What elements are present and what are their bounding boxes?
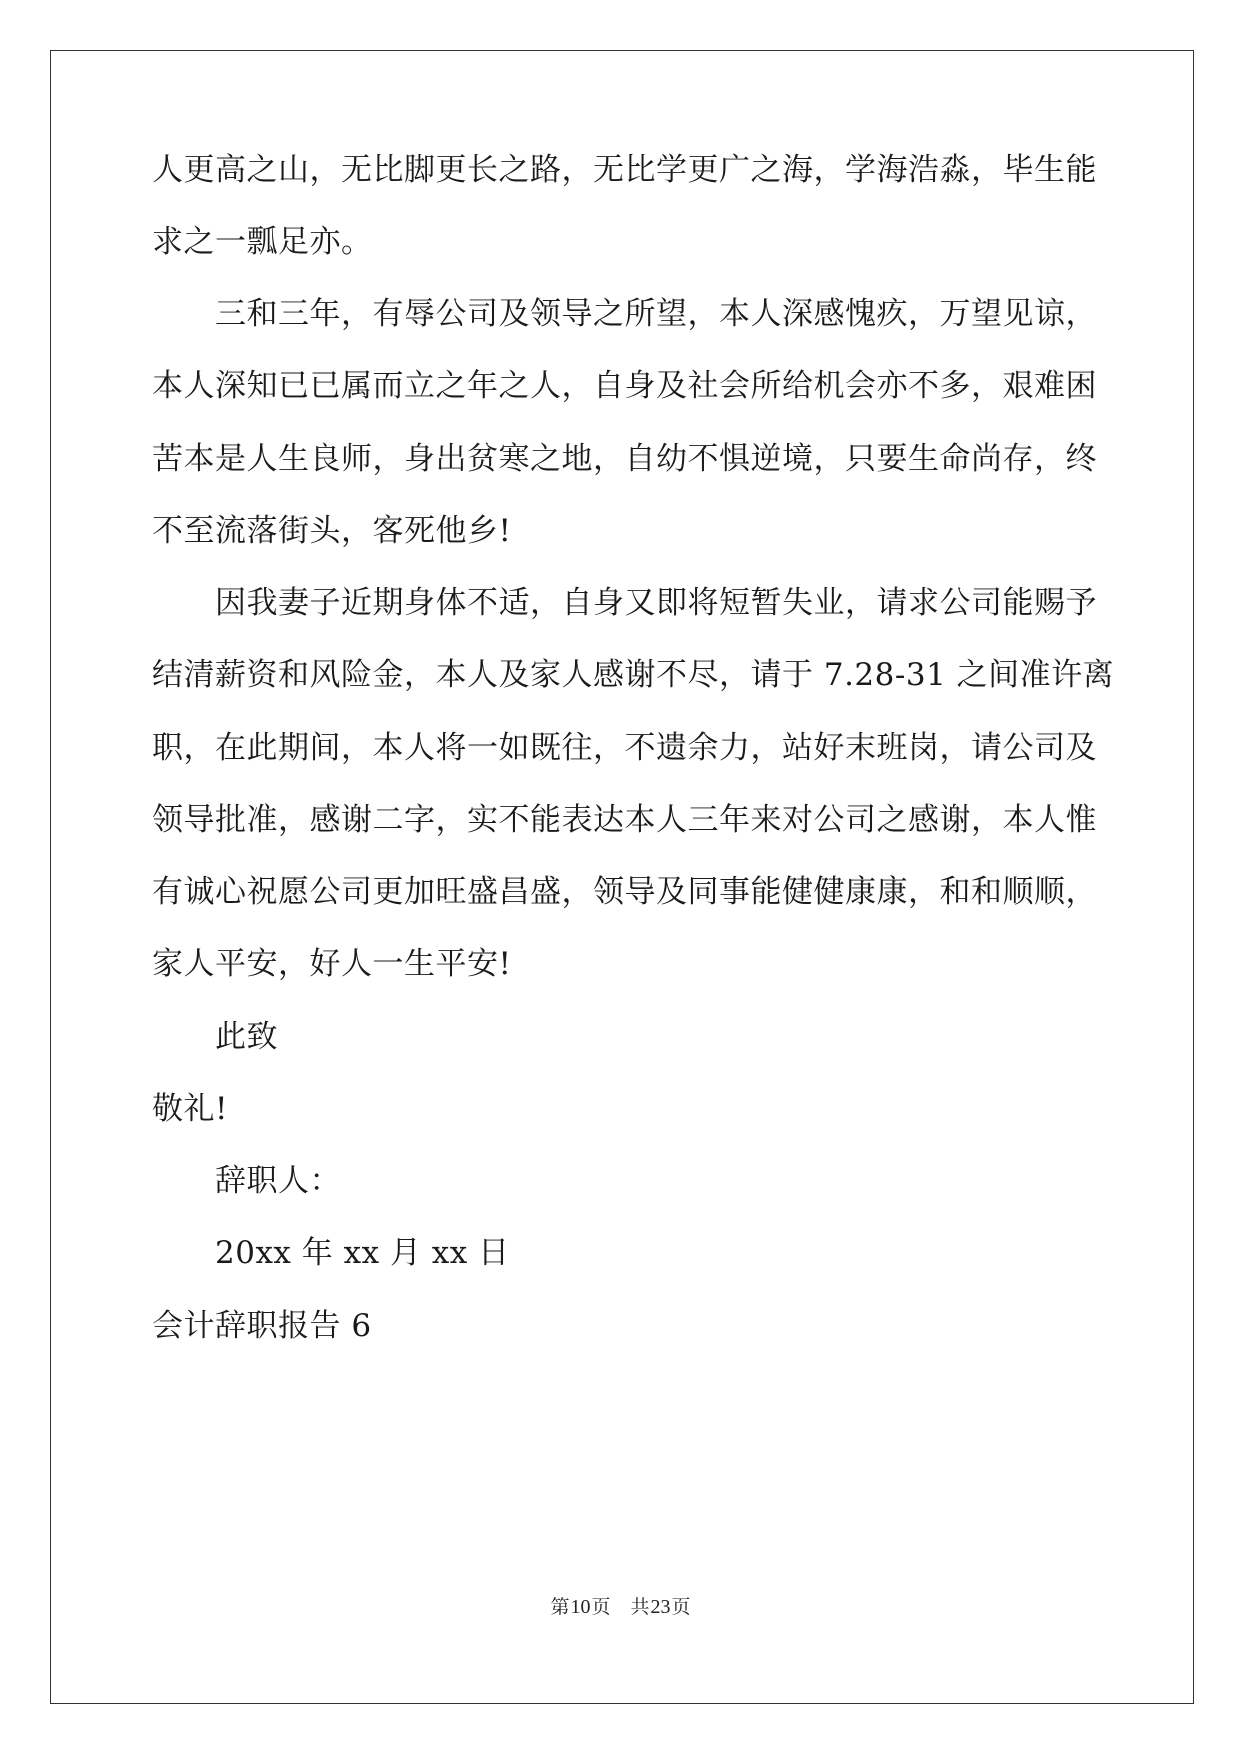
footer-prefix: 第	[550, 1597, 570, 1618]
text-line: 本人深知已已属而立之年之人，自身及社会所给机会亦不多，艰难困	[152, 368, 1097, 404]
text-line: 有诚心祝愿公司更加旺盛昌盛，领导及同事能健健康康，和和顺顺，	[152, 874, 1097, 910]
date-line: 20xx 年 xx 月 xx 日	[215, 1235, 510, 1271]
text-line: 求之一瓢足亦。	[152, 224, 373, 260]
text-line: 苦本是人生良师，身出贫寒之地，自幼不惧逆境，只要生命尚存，终	[152, 441, 1097, 477]
closing-regards: 敬礼!	[152, 1091, 228, 1127]
section-heading: 会计辞职报告 6	[152, 1308, 372, 1344]
footer-total-suffix: 页	[671, 1597, 691, 1618]
closing-salutation: 此致	[215, 1019, 278, 1055]
footer-total-prefix: 共	[630, 1597, 650, 1618]
current-page-number: 10	[570, 1596, 591, 1618]
text-line: 家人平安，好人一生平安!	[152, 946, 512, 982]
text-line: 因我妻子近期身体不适，自身又即将短暂失业，请求公司能赐予	[215, 585, 1097, 621]
text-line: 结清薪资和风险金，本人及家人感谢不尽，请于 7.28-31 之间准许离	[152, 657, 1115, 693]
page-footer	[0, 1595, 1241, 1620]
text-line: 领导批准，感谢二字，实不能表达本人三年来对公司之感谢，本人惟	[152, 802, 1097, 838]
signature-label: 辞职人：	[215, 1163, 341, 1199]
footer-page-suffix: 页	[591, 1597, 611, 1618]
total-page-count: 23	[650, 1596, 671, 1618]
text-line: 不至流落街头，客死他乡!	[152, 513, 512, 549]
text-line: 三和三年，有辱公司及领导之所望，本人深感愧疚，万望见谅，	[215, 296, 1097, 332]
text-line: 职，在此期间，本人将一如既往，不遗余力，站好末班岗，请公司及	[152, 730, 1097, 766]
text-line: 人更高之山，无比脚更长之路，无比学更广之海，学海浩淼，毕生能	[152, 152, 1097, 188]
